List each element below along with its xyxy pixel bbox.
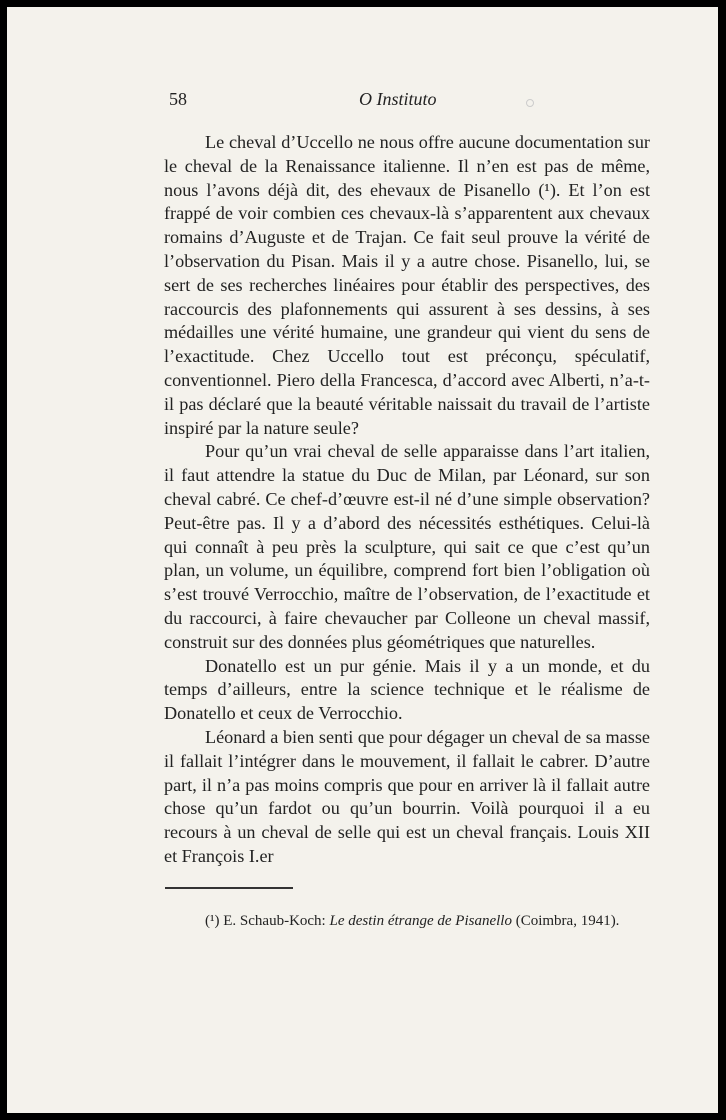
footnote-author: E. Schaub-Koch: [223,913,326,929]
paper-speck [526,99,534,107]
page-header [169,89,649,115]
footnote-rule [165,887,293,889]
paragraph: Le cheval d’Uccello ne nous offre aucune documentation sur le cheval de la Renaissance italienne. Il n’en est pas de même, nous l’avons déjà dit, des ehevaux de Pisanello (¹). Et l’on est frappé de voir combien ces chevaux-là s’apparentent aux chevaux romains d’Auguste et de Trajan. Ce fait seul prouve la vérité de l’observation du Pisan. Mais il y a autre chose. Pisanello, lui, se sert de ses recherches linéaires pour établir des perspectives, des raccourcis des plafonnements qui assurent à ses dessins, à ses médailles une vérité humaine, une grandeur qui vient du sens de l’exactitude. Chez Uccello tout est préconçu, spéculatif, conventionnel. Piero della Francesca, d’accord avec Alberti, n’a-t-il pas déclaré que la beauté véritable naissait du travail de l’artiste inspiré par la nature seule? [164,132,650,438]
footnote [164,910,650,932]
paragraph: Léonard a bien senti que pour dégager un cheval de sa masse il fallait l’intégrer dans le mouvement, il fallait le cabrer. D’autre part, il n’a pas moins compris que pour en arriver là il fallait autre chose qu’un fardot ou qu’un bourrin. Voilà pourquoi il a eu recours à un cheval de selle qui est un cheval français. Louis XII et François I.er [164,726,650,866]
book-page [7,7,718,1113]
page-number: 58 [169,89,187,109]
running-title: O Instituto [359,89,437,109]
footnote-marker: (¹) [205,913,220,929]
body-text [164,131,650,869]
footnote-citation: (Coimbra, 1941). [515,913,620,929]
paragraph: Donatello est un pur génie. Mais il y a un monde, et du temps d’ailleurs, entre la science technique et le réalisme de Donatello et ceux de Verrocchio. [164,655,650,724]
paragraph: Pour qu’un vrai cheval de selle apparaisse dans l’art italien, il faut attendre la statue du Duc de Milan, par Léonard, sur son cheval cabré. Ce chef-d’œuvre est-il né d’une simple observation? Peut-être pas. Il y a d’abord des nécessités esthétiques. Celui-là qui connaît à peu près la sculpture, qui sait ce que c’est qu’un plan, un volume, un équilibre, comprend fort bien l’obligation où s’est trouvé Verrocchio, maître de l’observation, de l’exactitude et du raccourci, à faire chevaucher par Colleone un cheval massif, construit sur des données plus géométriques que naturelles. [164,441,650,652]
footnote-title: Le destin étrange de Pisanello [329,913,512,929]
